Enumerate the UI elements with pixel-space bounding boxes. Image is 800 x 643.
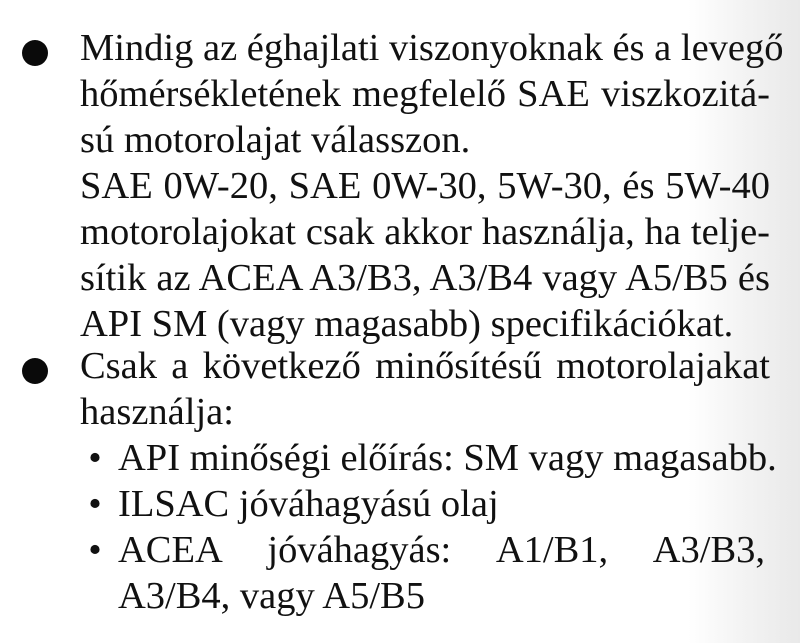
bullet-2-line-1: Csak a következő minősítésű motorolajakat <box>80 345 770 387</box>
bullet-1-line-7: API SM (vagy magasabb) specifikációkat. <box>80 303 734 345</box>
bullet-1-line-2: hőmérsékletének megfelelő SAE viszkozitá- <box>80 73 770 115</box>
sub-item-3-line-1: ACEA jóváhagyás: A1/B1, A3/B3, <box>118 529 765 571</box>
bullet-1-line-5: motorolajokat csak akkor használja, ha telje- <box>80 211 770 253</box>
bullet-1-line-1: Mindig az éghajlati viszonyoknak és a levegő <box>80 27 784 69</box>
sub-item-3-line-2: A3/B4, vagy A5/B5 <box>118 575 425 617</box>
sub-bullet-icon: • <box>88 529 102 571</box>
bullet-dot <box>22 358 48 384</box>
sub-bullet-icon: • <box>88 437 102 479</box>
bullet-1-line-3: sú motorolajat válasszon. <box>80 119 471 161</box>
sub-item-2-line-1: ILSAC jóváhagyású olaj <box>118 483 499 525</box>
sub-item-1-line-1: API minőségi előírás: SM vagy magasabb. <box>118 437 777 479</box>
bullet-1-line-6: sítik az ACEA A3/B3, A3/B4 vagy A5/B5 és <box>80 257 770 299</box>
bullet-dot <box>22 40 48 66</box>
bullet-1-line-4: SAE 0W-20, SAE 0W-30, 5W-30, és 5W-40 <box>80 165 770 207</box>
bullet-2-line-2: használja: <box>80 391 234 433</box>
sub-bullet-icon: • <box>88 483 102 525</box>
